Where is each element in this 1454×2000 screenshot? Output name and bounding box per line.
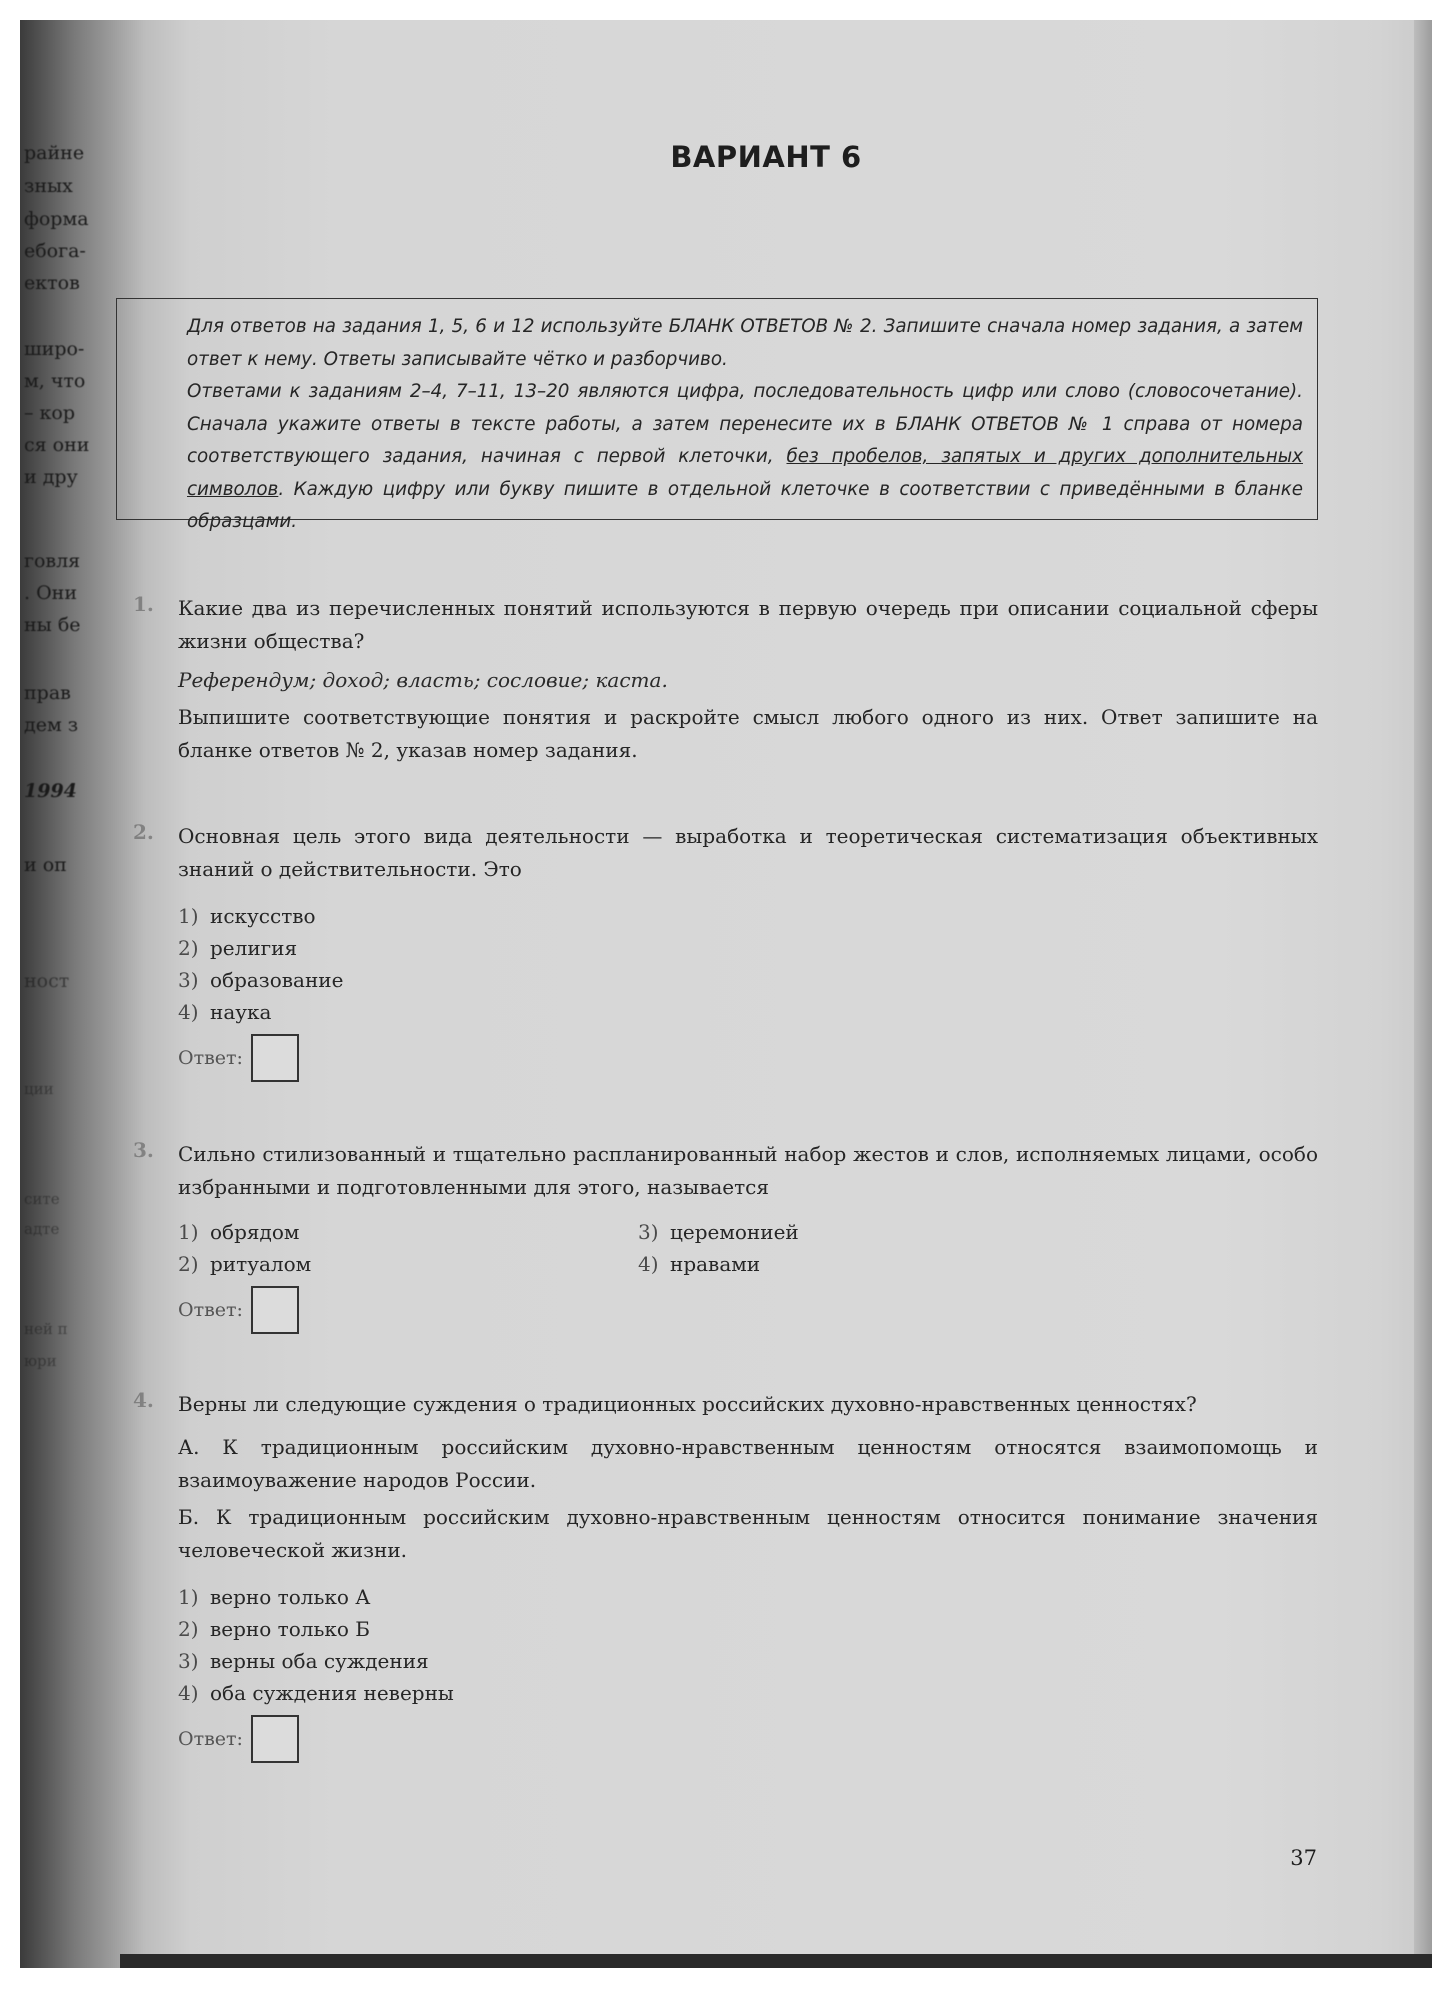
page-number: 37 <box>1290 1846 1317 1870</box>
paper-edge-bottom <box>120 1954 1432 1968</box>
options-list <box>178 900 1318 1028</box>
left-fragment: ност <box>24 970 70 992</box>
question-2 <box>133 820 1318 1082</box>
instructions-box <box>116 298 1318 532</box>
answer-label: Ответ: <box>178 1728 243 1750</box>
left-fragment: ся они <box>24 434 90 456</box>
option-3[interactable]: 3) образование <box>178 968 344 992</box>
answer-row <box>178 1715 1318 1763</box>
options-list <box>178 1581 1318 1709</box>
instructions-paragraph-1: Для ответов на задания 1, 5, 6 и 12 используйте БЛАНК ОТВЕТОВ № 2. Запишите сначала номер задания, а затем ответ к нему. Ответы записывайте чётко и разборчиво. <box>187 316 1303 370</box>
question-text: Основная цель этого вида деятельности — выработка и теоретическая систематизация объективных знаний о действительности. Это <box>178 824 1318 881</box>
question-3 <box>133 1138 1318 1334</box>
question-number: 3. <box>133 1138 154 1162</box>
question-4 <box>133 1388 1318 1763</box>
options-grid <box>178 1216 1318 1280</box>
option-1[interactable]: 1) обрядом <box>178 1220 300 1244</box>
left-fragment: ны бе <box>24 614 81 636</box>
option-4[interactable]: 4) наука <box>178 1000 272 1024</box>
answer-label: Ответ: <box>178 1047 243 1069</box>
page-title: ВАРИАНТ 6 <box>670 140 862 174</box>
left-fragment: говля <box>24 550 81 572</box>
option-3[interactable]: 3) верны оба суждения <box>178 1649 429 1673</box>
answer-box[interactable] <box>251 1715 299 1763</box>
left-fragment: ней п <box>24 1320 68 1338</box>
left-fragment: и дру <box>24 466 78 488</box>
left-fragment: 1994 <box>24 780 77 802</box>
statement-a: А. К традиционным российским духовно-нравственным ценностям относятся взаимопомощь и взаимоуважение народов России. <box>178 1435 1318 1492</box>
left-fragment: юри <box>24 1352 57 1370</box>
left-fragment: адте <box>24 1220 60 1238</box>
exam-page <box>20 20 1432 1968</box>
question-text: Верны ли следующие суждения о традиционных российских духовно-нравственных ценностях? <box>178 1392 1197 1416</box>
question-task: Выпишите соответствующие понятия и раскройте смысл любого одного из них. Ответ запишите на бланке ответов № 2, указав номер задания. <box>178 705 1318 762</box>
answer-label: Ответ: <box>178 1299 243 1321</box>
left-fragment: ектов <box>24 272 80 294</box>
question-text: Сильно стилизованный и тщательно распланированный набор жестов и слов, исполняемых лицами, особо избранными и подготовленными для этого, называется <box>178 1142 1318 1199</box>
left-fragment: дем з <box>24 714 79 736</box>
option-2[interactable]: 2) ритуалом <box>178 1252 312 1276</box>
left-fragment: . Они <box>24 582 77 604</box>
left-fragment: м, что <box>24 370 86 392</box>
left-fragment: прав <box>24 682 71 704</box>
question-number: 4. <box>133 1388 154 1412</box>
answer-box[interactable] <box>251 1286 299 1334</box>
option-1[interactable]: 1) верно только А <box>178 1585 371 1609</box>
instructions-paragraph-2: Ответами к заданиям 2–4, 7–11, 13–20 являются цифра, последовательность цифр или слово (словосочетание). Сначала укажите ответы в тексте работы, а затем перенесите их в БЛАНК ОТВЕТОВ № 1 справа от номера соответствующего задания, начиная с первой клеточки, без пробелов, запятых и других дополнительных символов. Каждую цифру или букву пишите в отдельной клеточке в соответствии с приведёнными в бланке образцами. <box>187 381 1303 532</box>
answer-box[interactable] <box>251 1034 299 1082</box>
statement-b: Б. К традиционным российским духовно-нравственным ценностям относится понимание значения человеческой жизни. <box>178 1505 1318 1562</box>
left-fragment: и оп <box>24 854 67 876</box>
left-fragment: ции <box>24 1080 54 1098</box>
paper-edge-right <box>1414 20 1432 1968</box>
option-2[interactable]: 2) религия <box>178 936 298 960</box>
option-1[interactable]: 1) искусство <box>178 904 316 928</box>
option-2[interactable]: 2) верно только Б <box>178 1617 370 1641</box>
question-number: 1. <box>133 592 154 616</box>
option-4[interactable]: 4) оба суждения неверны <box>178 1681 454 1705</box>
option-3[interactable]: 3) церемонией <box>638 1220 799 1244</box>
scanned-page <box>20 20 1432 1968</box>
left-fragment: райне <box>24 142 85 164</box>
left-fragment: сите <box>24 1190 60 1208</box>
question-1 <box>133 592 1318 767</box>
left-fragment: широ- <box>24 338 85 360</box>
left-fragment: форма <box>24 208 89 230</box>
question-terms: Референдум; доход; власть; сословие; каста. <box>178 668 668 692</box>
question-text: Какие два из перечисленных понятий используются в первую очередь при описании социальной сферы жизни общества? <box>178 596 1318 653</box>
question-number: 2. <box>133 820 154 844</box>
option-4[interactable]: 4) нравами <box>638 1252 761 1276</box>
answer-row <box>178 1286 1318 1334</box>
instructions-underlined: без пробелов, запятых и других дополнительных символов <box>187 446 1303 500</box>
answer-row <box>178 1034 1318 1082</box>
left-fragment: ебога- <box>24 240 86 262</box>
left-fragment: – кор <box>24 402 76 424</box>
left-fragment: зных <box>24 175 73 197</box>
